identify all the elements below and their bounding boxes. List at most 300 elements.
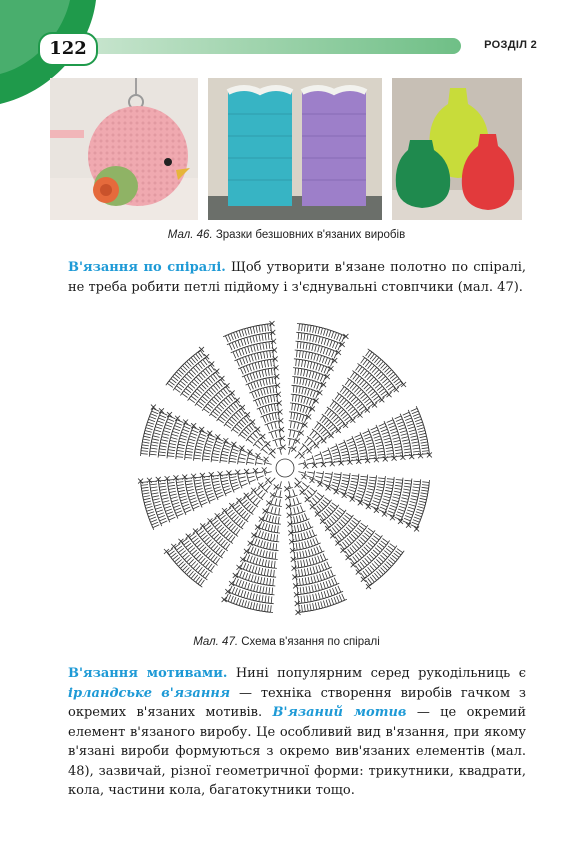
stitch-mark [310, 334, 311, 341]
stitch-mark [322, 450, 329, 453]
stitch-mark [177, 447, 184, 448]
stitch-mark [390, 505, 397, 507]
increase-mark [366, 584, 371, 589]
stitch-mark [260, 550, 262, 557]
stitch-mark [333, 588, 336, 595]
stitch-mark [300, 587, 301, 594]
stitch-mark [317, 383, 320, 390]
stitch-mark [142, 442, 149, 443]
stitch-mark [250, 374, 252, 381]
stitch-mark [259, 497, 263, 500]
stitch-mark [253, 373, 255, 380]
stitch-mark [271, 368, 272, 375]
stitch-mark [244, 429, 249, 434]
stitch-mark [302, 542, 304, 549]
stitch-mark [222, 414, 227, 419]
stitch-mark [408, 507, 415, 509]
stitch-mark [169, 416, 175, 419]
stitch-mark [236, 579, 239, 586]
stitch-mark [416, 422, 423, 424]
stitch-mark [327, 562, 330, 568]
stitch-mark [225, 424, 231, 428]
stitch-mark [221, 391, 226, 396]
stitch-mark [258, 540, 260, 547]
stitch-mark [390, 557, 395, 562]
stitch-mark [368, 528, 374, 532]
stitch-mark [222, 517, 227, 522]
stitch-mark [323, 376, 326, 382]
stitch-mark [216, 558, 220, 564]
stitch-mark [141, 485, 148, 486]
stitch-mark [258, 399, 261, 406]
stitch-mark [200, 569, 204, 575]
stitch-mark [269, 515, 271, 522]
stitch-mark [239, 349, 242, 356]
stitch-mark [306, 476, 313, 478]
stitch-mark [367, 491, 374, 493]
stitch-mark [369, 477, 376, 478]
stitch-mark [387, 420, 393, 423]
stitch-mark [216, 441, 223, 444]
stitch-mark [289, 448, 291, 455]
stitch-mark [320, 574, 322, 581]
stitch-mark [195, 483, 202, 484]
stitch-mark [191, 358, 196, 363]
stitch-mark [304, 532, 306, 539]
stitch-mark [262, 334, 263, 341]
stitch-mark [220, 416, 226, 420]
stitch-mark [213, 374, 217, 380]
stitch-mark [206, 490, 213, 492]
stitch-mark [168, 515, 175, 518]
stitch-mark [404, 449, 411, 450]
stitch-mark [363, 396, 368, 401]
stitch-mark [293, 431, 295, 438]
stitch-mark [302, 605, 303, 612]
stitch-mark [313, 603, 314, 610]
stitch-mark [307, 604, 308, 611]
stitch-mark [301, 533, 303, 540]
stitch-mark [243, 572, 246, 579]
stitch-mark [307, 595, 308, 602]
stitch-mark [401, 434, 408, 436]
stitch-mark [184, 541, 190, 545]
stitch-mark [259, 371, 261, 378]
stitch-mark [338, 344, 341, 350]
stitch-mark [310, 325, 311, 332]
stitch-mark [268, 596, 269, 603]
stitch-mark [375, 384, 380, 389]
stitch-mark [369, 554, 374, 559]
stitch-mark [180, 381, 185, 385]
stitch-mark [365, 361, 369, 367]
stitch-mark [340, 533, 345, 538]
stitch-mark [372, 563, 377, 568]
stitch-mark [261, 361, 263, 368]
stitch-mark [396, 482, 403, 483]
stitch-mark [272, 377, 273, 384]
stitch-mark [186, 484, 193, 485]
stitch-mark [201, 373, 206, 378]
stitch-mark [188, 545, 193, 550]
stitch-mark [191, 561, 196, 566]
stitch-mark [242, 600, 244, 607]
stitch-mark [208, 438, 215, 441]
stitch-mark [324, 454, 331, 456]
stitch-mark [190, 498, 197, 500]
stitch-mark [164, 428, 171, 430]
stitch-mark [188, 386, 193, 391]
stitch-mark [204, 453, 211, 454]
stitch-mark [184, 555, 189, 560]
stitch-mark [376, 559, 381, 564]
stitch-mark [221, 529, 226, 534]
stitch-mark [269, 587, 270, 594]
stitch-mark [302, 351, 303, 358]
stitch-mark [204, 485, 211, 487]
stitch-mark [334, 597, 337, 604]
stitch-mark [383, 366, 388, 371]
stitch-mark [334, 352, 337, 358]
stitch-mark [208, 564, 212, 570]
stitch-mark [171, 497, 178, 499]
stitch-mark [297, 497, 300, 504]
stitch-mark [233, 429, 239, 433]
stitch-mark [351, 534, 356, 539]
stitch-mark [245, 329, 247, 336]
stitch-mark [343, 414, 348, 419]
figure-47-number: Мал. 47. [193, 636, 239, 648]
increase-mark [307, 448, 312, 453]
stitch-mark [321, 601, 323, 608]
stitch-mark [267, 360, 268, 367]
stitch-mark [239, 477, 246, 479]
spiral-crochet-diagram [120, 318, 450, 618]
stitch-mark [232, 587, 235, 593]
stitch-mark [329, 599, 331, 606]
stitch-mark [403, 489, 410, 490]
stitch-mark [196, 354, 200, 360]
stitch-mark [305, 438, 309, 443]
stitch-mark [250, 327, 252, 334]
stitch-mark [413, 484, 420, 485]
stitch-mark [412, 493, 419, 494]
stitch-mark [413, 448, 420, 449]
stitch-mark [145, 431, 152, 433]
stitch-mark [245, 573, 247, 580]
stitch-mark [229, 586, 232, 592]
stitch-mark [260, 380, 262, 387]
stitch-mark [323, 329, 325, 336]
stitch-mark [196, 365, 201, 370]
stitch-mark [214, 447, 221, 449]
stitch-mark [313, 567, 315, 574]
stitch-mark [151, 520, 158, 523]
stitch-mark [206, 369, 210, 375]
stitch-mark [192, 430, 199, 433]
stitch-mark [331, 331, 333, 338]
stitch-mark [241, 420, 246, 425]
stitch-mark [374, 370, 379, 375]
stitch-mark [374, 396, 380, 400]
stitch-mark [257, 476, 264, 478]
stitch-mark [324, 338, 326, 345]
stitch-mark [372, 503, 379, 506]
stitch-mark [193, 563, 198, 568]
stitch-mark [392, 376, 398, 381]
stitch-mark [200, 533, 205, 537]
stitch-mark [157, 421, 164, 423]
stitch-mark [412, 411, 419, 414]
stitch-mark [261, 389, 263, 396]
stitch-mark [341, 483, 348, 485]
stitch-mark [253, 327, 255, 334]
stitch-mark [231, 334, 234, 341]
stitch-mark [224, 531, 229, 536]
stitch-mark [176, 372, 181, 377]
stitch-mark [161, 440, 168, 442]
stitch-mark [230, 455, 237, 457]
stitch-mark [332, 452, 339, 454]
stitch-mark [313, 391, 316, 398]
stitch-mark [379, 423, 385, 426]
stitch-mark [411, 499, 418, 501]
stitch-mark [357, 542, 362, 547]
stitch-mark [319, 427, 324, 432]
stitch-mark [421, 442, 428, 443]
stitch-mark [306, 586, 307, 593]
stitch-mark [337, 510, 343, 514]
stitch-mark [346, 527, 351, 532]
stitch-mark [155, 427, 162, 429]
stitch-mark [171, 553, 177, 557]
stitch-mark [315, 436, 320, 441]
stitch-mark [390, 428, 397, 430]
stitch-mark [161, 412, 167, 415]
stitch-mark [329, 349, 332, 356]
stitch-mark [365, 569, 369, 575]
stitch-mark [149, 417, 156, 420]
stitch-mark [232, 485, 239, 487]
stitch-mark [249, 480, 256, 483]
stitch-mark [318, 374, 320, 381]
stitch-mark [221, 478, 228, 479]
stitch-mark [313, 594, 315, 601]
stitch-mark [144, 433, 151, 435]
stitch-mark [250, 593, 252, 600]
stitch-mark [316, 566, 318, 573]
stitch-mark [293, 394, 294, 401]
stitch-mark [330, 505, 335, 510]
stitch-mark [314, 490, 317, 494]
stitch-mark [356, 365, 360, 371]
stitch-mark [380, 426, 387, 429]
stitch-mark [317, 355, 319, 362]
stitch-mark [277, 535, 278, 542]
stitch-mark [261, 568, 263, 575]
stitch-mark [342, 400, 347, 405]
stitch-mark [364, 533, 369, 537]
stitch-mark [177, 386, 183, 390]
stitch-mark [208, 404, 213, 409]
stitch-mark [279, 499, 280, 506]
stitch-mark [321, 592, 323, 599]
stitch-mark [295, 478, 300, 483]
stitch-mark [203, 456, 210, 457]
stitch-mark [203, 371, 208, 376]
increase-mark [372, 402, 377, 407]
increase-mark [200, 523, 205, 528]
stitch-mark [302, 387, 304, 394]
stitch-mark [404, 483, 411, 484]
increase-mark [164, 549, 169, 554]
stitch-mark [302, 324, 303, 331]
stitch-mark [213, 411, 219, 415]
stitch-mark [213, 385, 218, 390]
stitch-mark [274, 525, 275, 532]
stitch-mark [325, 498, 331, 502]
stitch-mark [267, 578, 268, 585]
stitch-mark [262, 604, 263, 611]
stitch-mark [384, 496, 391, 498]
stitch-mark [355, 376, 359, 382]
stitch-mark [358, 447, 365, 449]
stitch-mark [230, 479, 237, 481]
stitch-mark [313, 335, 315, 342]
increase-mark [329, 433, 334, 438]
stitch-mark [343, 542, 347, 548]
stitch-mark [199, 545, 204, 550]
stitch-mark [322, 513, 327, 518]
stitch-mark [264, 578, 265, 585]
stitch-mark [203, 560, 208, 565]
stitch-mark [214, 487, 221, 489]
stitch-mark [222, 451, 229, 453]
stitch-mark [315, 373, 317, 380]
stitch-mark [374, 358, 379, 363]
stitch-mark [366, 531, 372, 535]
stitch-mark [236, 331, 238, 338]
stitch-mark [340, 489, 347, 492]
stitch-mark [212, 399, 217, 404]
stitch-mark [383, 435, 390, 437]
stitch-mark [251, 508, 255, 514]
stitch-mark [150, 451, 157, 452]
stitch-mark [280, 481, 282, 488]
stitch-mark [173, 505, 180, 507]
stitch-mark [215, 523, 220, 528]
stitch-mark [326, 330, 328, 337]
stitch-mark [150, 487, 157, 488]
stitch-mark [306, 343, 307, 350]
stitch-mark [367, 556, 372, 561]
stitch-mark [331, 485, 338, 487]
stitch-mark [244, 418, 249, 423]
stitch-mark [293, 489, 295, 496]
stitch-mark [312, 585, 314, 592]
stitch-mark [309, 586, 310, 593]
stitch-mark [234, 332, 237, 339]
stitch-mark [351, 397, 356, 402]
stitch-mark [304, 397, 306, 404]
stitch-mark [198, 494, 205, 496]
stitch-mark [198, 401, 204, 405]
stitch-mark [158, 455, 165, 456]
stitch-mark [401, 501, 408, 503]
increase-mark [239, 446, 244, 451]
stitch-mark [178, 548, 184, 552]
stitch-mark [348, 525, 353, 530]
stitch-mark [391, 431, 398, 433]
stitch-mark [244, 513, 249, 518]
stitch-mark [351, 481, 358, 482]
stitch-mark [395, 485, 402, 486]
stitch-mark [260, 352, 262, 359]
increase-mark [291, 447, 296, 452]
increase-mark [365, 408, 370, 413]
stitch-mark [404, 486, 411, 487]
stitch-mark [372, 538, 378, 542]
stitch-mark [230, 458, 237, 459]
stitch-mark [311, 576, 313, 583]
section-label: РОЗДІЛ 2 [484, 39, 537, 51]
stitch-mark [182, 553, 187, 558]
increase-mark [209, 361, 214, 366]
stitch-mark [178, 383, 184, 387]
stitch-mark [256, 335, 257, 342]
stitch-mark [350, 484, 357, 486]
stitch-mark [410, 501, 417, 503]
stitch-mark [144, 436, 151, 438]
stitch-mark [261, 398, 263, 405]
stitch-mark [203, 571, 207, 577]
stitch-mark [360, 380, 365, 385]
stitch-mark [141, 487, 148, 488]
stitch-mark [156, 510, 163, 512]
stitch-mark [193, 538, 199, 542]
stitch-mark [313, 363, 315, 370]
stitch-mark [375, 533, 381, 537]
stitch-mark [151, 442, 158, 443]
stitch-mark [402, 440, 409, 442]
stitch-mark [370, 565, 375, 570]
stitch-mark [184, 391, 190, 395]
stitch-mark [221, 457, 228, 458]
term-knitted-motif: В'язаний мотив [272, 705, 407, 720]
stitch-mark [264, 388, 266, 395]
stitch-mark [332, 579, 335, 586]
stitch-mark [186, 389, 192, 393]
stitch-mark [248, 574, 250, 581]
stitch-mark [402, 495, 409, 497]
stitch-mark [227, 422, 233, 426]
stitch-mark [312, 372, 314, 379]
stitch-mark [413, 414, 420, 417]
increase-mark [295, 439, 300, 444]
stitch-mark [150, 448, 157, 449]
stitch-mark [197, 491, 204, 493]
stitch-mark [302, 514, 304, 521]
stitch-mark [255, 444, 260, 448]
stitch-mark [394, 553, 400, 557]
stitch-mark [295, 534, 296, 541]
stitch-mark [420, 436, 427, 438]
stitch-mark [269, 342, 270, 349]
stitch-mark [256, 326, 257, 333]
stitch-mark [377, 487, 384, 488]
stitch-mark [340, 448, 347, 450]
increase-mark [274, 484, 279, 489]
